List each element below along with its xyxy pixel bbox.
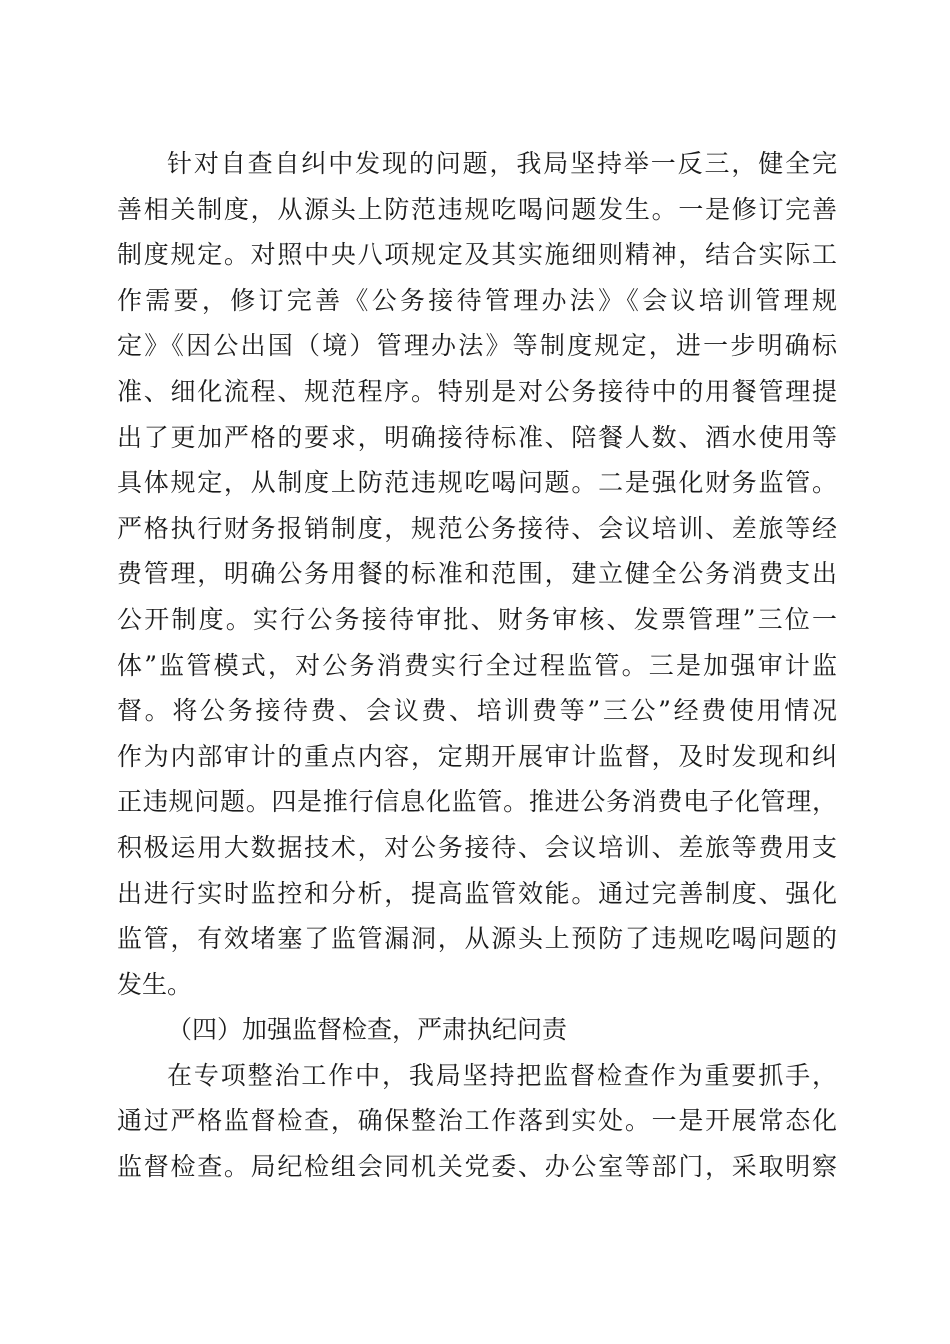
paragraph-line: 准、细化流程、规范程序。特别是对公务接待中的用餐管理提 (117, 376, 837, 406)
paragraph-line: 具体规定，从制度上防范违规吃喝问题。二是强化财务监管。 (117, 468, 837, 498)
paragraph-line: 制度规定。对照中央八项规定及其实施细则精神，结合实际工 (117, 240, 837, 270)
paragraph-line: 作需要，修订完善《公务接待管理办法》《会议培训管理规 (117, 285, 837, 315)
paragraph-line: 严格执行财务报销制度，规范公务接待、会议培训、差旅等经 (117, 513, 837, 543)
paragraph-line: 监管，有效堵塞了监管漏洞，从源头上预防了违规吃喝问题的 (117, 924, 837, 954)
paragraph-line: 积极运用大数据技术，对公务接待、会议培训、差旅等费用支 (117, 832, 837, 862)
paragraph-line: 善相关制度，从源头上防范违规吃喝问题发生。一是修订完善 (117, 194, 837, 224)
paragraph-line: 督。将公务接待费、会议费、培训费等”三公”经费使用情况 (117, 696, 837, 726)
paragraph-line: 通过严格监督检查，确保整治工作落到实处。一是开展常态化 (117, 1106, 837, 1136)
paragraph-line: 定》《因公出国（境）管理办法》等制度规定，进一步明确标 (117, 331, 837, 361)
paragraph-line: 针对自查自纠中发现的问题，我局坚持举一反三，健全完 (167, 149, 837, 178)
paragraph-line: 费管理，明确公务用餐的标准和范围，建立健全公务消费支出 (117, 559, 837, 589)
paragraph-line: 监督检查。局纪检组会同机关党委、办公室等部门，采取明察 (117, 1152, 837, 1182)
section-heading-4 (117, 1007, 837, 1053)
paragraph-line: 发生。 (117, 969, 193, 999)
paragraph-line: 正违规问题。四是推行信息化监管。推进公务消费电子化管理， (117, 787, 837, 817)
paragraph-line: 公开制度。实行公务接待审批、财务审核、发票管理”三位一 (117, 604, 837, 634)
paragraph-line: 体”监管模式，对公务消费实行全过程监管。三是加强审计监 (117, 650, 837, 680)
paragraph-supervision (117, 1053, 837, 1190)
paragraph-line: 在专项整治工作中，我局坚持把监督检查作为重要抓手， (167, 1060, 837, 1090)
paragraph-line: 作为内部审计的重点内容，定期开展审计监督，及时发现和纠 (117, 741, 837, 771)
paragraph-line: 出进行实时监控和分析，提高监管效能。通过完善制度、强化 (117, 878, 837, 908)
paragraph-line: 出了更加严格的要求，明确接待标准、陪餐人数、酒水使用等 (117, 422, 837, 452)
section-heading-text: （四）加强监督检查，严肃执纪问责 (167, 1015, 568, 1045)
paragraph-institution-building (117, 141, 837, 1007)
document-body (117, 141, 837, 1190)
